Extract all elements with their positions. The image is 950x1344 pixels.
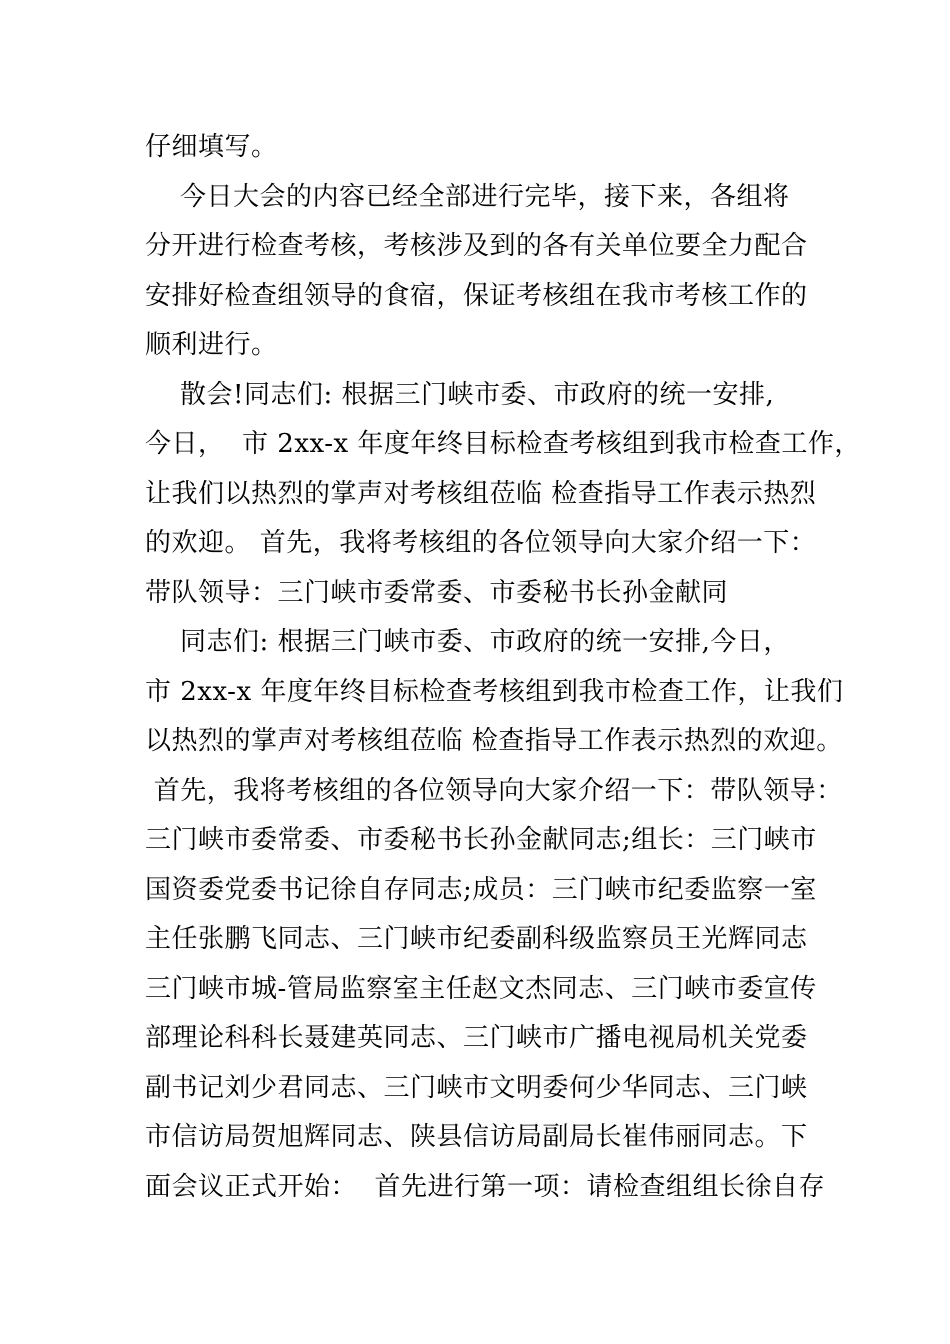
text-line: 今日大会的内容已经全部进行完毕，接下来，各组将	[145, 181, 790, 212]
text-line: 三门峡市委常委、市委秘书长孙金献同志;组长：三门峡市	[145, 825, 817, 855]
text-line: 散会!同志们: 根据三门峡市委、市政府的统一安排,	[145, 379, 775, 410]
text-line: 市信访局贺旭辉同志、陕县信访局副局长崔伟丽同志。下	[145, 1122, 808, 1152]
text-line: 带队领导：三门峡市委常委、市委秘书长孙金献同	[145, 577, 729, 608]
text-line: 部理论科科长聂建英同志、三门峡市广播电视局机关党委	[145, 1023, 808, 1053]
text-line: 市 2xx-x 年度年终目标检查考核组到我市检查工作，让我们	[145, 676, 844, 707]
text-line: 副书记刘少君同志、三门峡市文明委何少华同志、三门峡	[145, 1072, 808, 1103]
document-body	[145, 123, 861, 1212]
text-line: 安排好检查组领导的食宿，保证考核组在我市考核工作的	[145, 280, 808, 311]
text-line: 三门峡市城-管局监察室主任赵文杰同志、三门峡市委宣传	[145, 973, 817, 1004]
text-line: 仔细填写。	[145, 132, 278, 162]
text-line: 分开进行检查考核，考核涉及到的各有关单位要全力配合	[145, 231, 808, 261]
text-line: 以热烈的掌声对考核组莅临 检查指导工作表示热烈的欢迎。	[145, 726, 843, 756]
text-line: 国资委党委书记徐自存同志;成员：三门峡市纪委监察一室	[145, 874, 817, 905]
text-line: 让我们以热烈的掌声对考核组莅临 检查指导工作表示热烈	[145, 478, 817, 509]
text-line: 首先，我将考核组的各位领导向大家介绍一下：带队领导：	[145, 775, 843, 806]
text-line: 的欢迎。 首先，我将考核组的各位领导向大家介绍一下：	[145, 528, 817, 558]
text-line: 面会议正式开始： 首先进行第一项：请检查组组长徐自存	[145, 1171, 826, 1202]
text-line: 同志们: 根据三门峡市委、市政府的统一安排,今日，	[145, 627, 790, 657]
text-line: 主任张鹏飞同志、三门峡市纪委副科级监察员王光辉同志	[145, 924, 808, 954]
text-line: 今日， 市 2xx-x 年度年终目标检查考核组到我市检查工作，	[145, 429, 861, 459]
text-line: 顺利进行。	[145, 330, 278, 360]
